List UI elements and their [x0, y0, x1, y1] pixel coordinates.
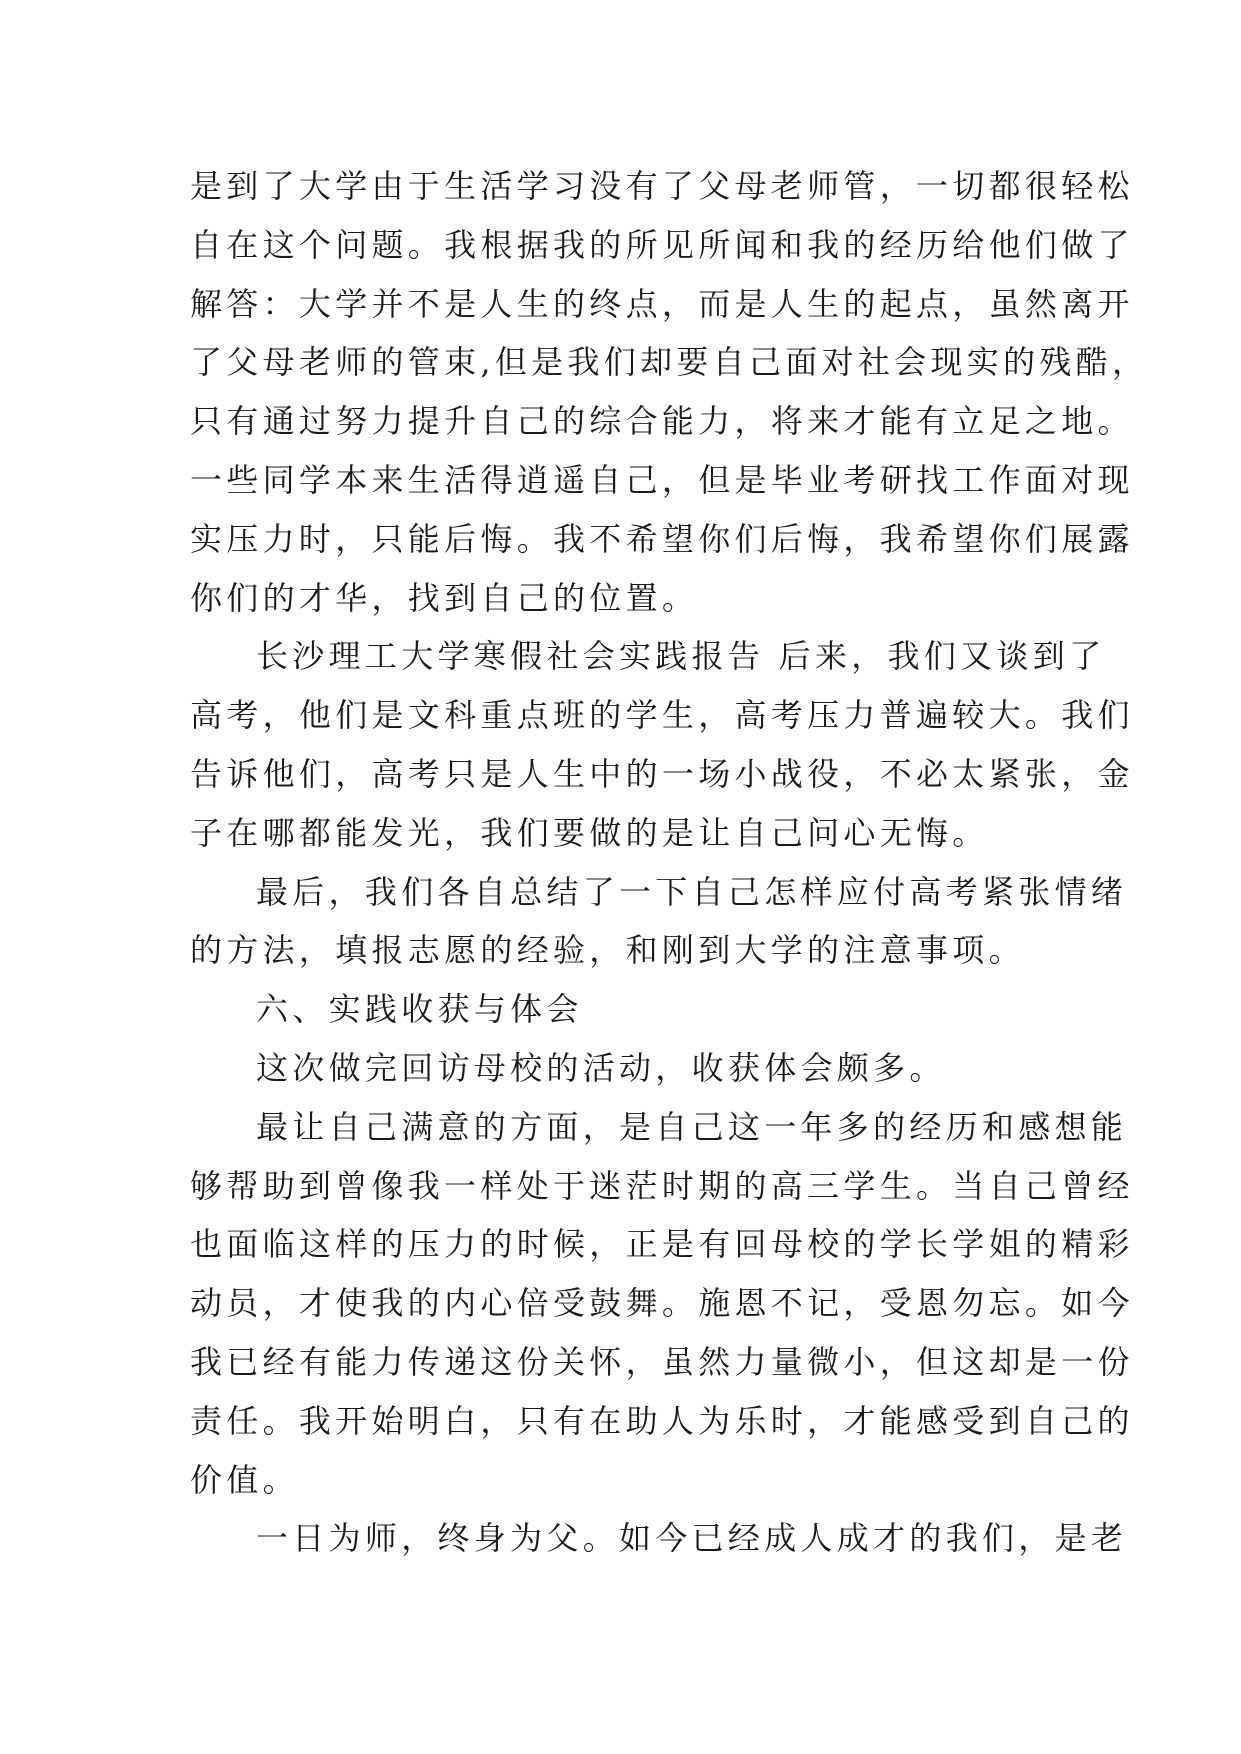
text-line: 告诉他们，高考只是人生中的一场小战役，不必太紧张，金 — [190, 754, 1134, 793]
text-line: 够帮助到曾像我一样处于迷茫时期的高三学生。当自己曾经 — [190, 1166, 1134, 1205]
text-line: 你们的才华，找到自己的位置。 — [190, 578, 699, 617]
paragraph-start-line: 这次做完回访母校的活动，收获体会颇多。 — [256, 1048, 946, 1087]
text-line: 子在哪都能发光，我们要做的是让自己问心无悔。 — [190, 813, 989, 852]
text-line: 动员，才使我的内心倍受鼓舞。施恩不记，受恩勿忘。如今 — [190, 1284, 1134, 1323]
text-line: 价值。 — [190, 1460, 299, 1499]
text-line: 解答：大学并不是人生的终点，而是人生的起点，虽然离开 — [190, 284, 1134, 323]
paragraph-start-line: 最让自己满意的方面，是自己这一年多的经历和感想能 — [256, 1107, 1128, 1146]
text-line: 了父母老师的管束,但是我们却要自己面对社会现实的残酷， — [190, 343, 1149, 382]
text-line: 我已经有能力传递这份关怀，虽然力量微小，但这却是一份 — [190, 1342, 1134, 1381]
text-line: 是到了大学由于生活学习没有了父母老师管，一切都很轻松 — [190, 167, 1134, 205]
text-line: 责任。我开始明白，只有在助人为乐时，才能感受到自己的 — [190, 1401, 1134, 1440]
paragraph-start-line: 一日为师，终身为父。如今已经成人成才的我们，是老 — [256, 1519, 1128, 1558]
text-line: 的方法，填报志愿的经验，和刚到大学的注意事项。 — [190, 931, 1025, 970]
text-line: 高考，他们是文科重点班的学生，高考压力普遍较大。我们 — [190, 696, 1134, 735]
paragraph-start-line: 最后，我们各自总结了一下自己怎样应付高考紧张情绪 — [256, 872, 1128, 911]
text-line: 自在这个问题。我根据我的所见所闻和我的经历给他们做了 — [190, 225, 1134, 264]
paragraph-start-line: 长沙理工大学寒假社会实践报告 后来，我们又谈到了 — [256, 637, 1106, 676]
body-text — [190, 157, 1149, 1568]
text-line: 只有通过努力提升自己的综合能力，将来才能有立足之地。 — [190, 402, 1134, 441]
text-line: 也面临这样的压力的时候，正是有回母校的学长学姐的精彩 — [190, 1225, 1134, 1264]
text-line: 实压力时，只能后悔。我不希望你们后悔，我希望你们展露 — [190, 519, 1134, 558]
section-heading: 六、实践收获与体会 — [256, 990, 583, 1029]
text-line: 一些同学本来生活得逍遥自己，但是毕业考研找工作面对现 — [190, 460, 1134, 499]
